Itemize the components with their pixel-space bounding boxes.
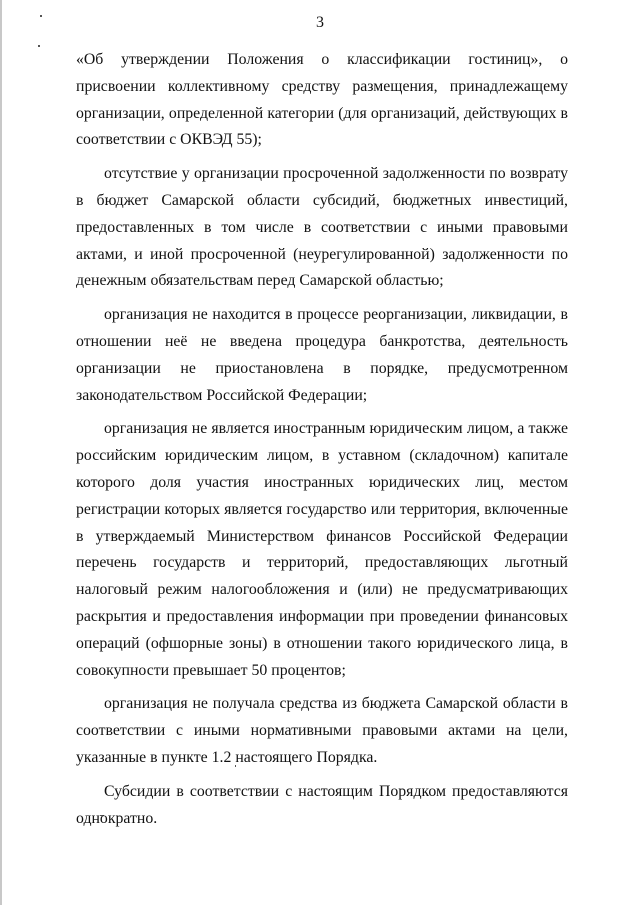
page-number: 3 — [316, 14, 324, 31]
document-body — [76, 47, 568, 839]
scan-edge — [0, 0, 2, 905]
paragraph-subsidy-once: Субсидии в соответствии с настоящим Порядком предоставляются однократно. — [76, 782, 568, 827]
paragraph-not-foreign-entity: организация не является иностранным юридическим лицом, а также российским юридическим лицом, в уставном (складочном) капитале которого доля участия иностранных юридических лиц, местом регистрации которых является государство или территория, включенные в утверждаемый Министерством финансов Российской Федерации перечень государств и территорий, предоставляющих льготный налоговый режим налогообложения и (или) не предусматривающих раскрытия и предоставления информации при проведении финансовых операций (офшорные зоны) в отношении такого юридического лица, в совокупности превышает 50 процентов; — [76, 420, 568, 679]
paragraph-no-reorganization: организация не находится в процессе реорганизации, ликвидации, в отношении неё не введена процедура банкротства, деятельность организации не приостановлена в порядке, предусмотренном законодательством Российской Федерации; — [76, 306, 568, 404]
paragraph-no-overdue-debt: отсутствие у организации просроченной задолженности по возврату в бюджет Самарской области субсидий, бюджетных инвестиций, предоставленных в том числе в соответствии с иными правовыми актами, и иной просроченной (неурегулированной) задолженности по денежным обязательствам перед Самарской областью; — [76, 165, 568, 290]
paragraph-no-other-funds: организация не получала средства из бюджета Самарской области в соответствии с иными нормативными правовыми актами на цели, указанные в пункте 1.2 настоящего Порядка. — [76, 695, 568, 766]
scan-speck — [38, 45, 40, 47]
paragraph-hotel-classification: «Об утверждении Положения о классификации гостиниц», о присвоении коллективному средству размещения, принадлежащему организации, определенной категории (для организаций, действующих в соответствии с ОКВЭД 55); — [76, 51, 568, 149]
